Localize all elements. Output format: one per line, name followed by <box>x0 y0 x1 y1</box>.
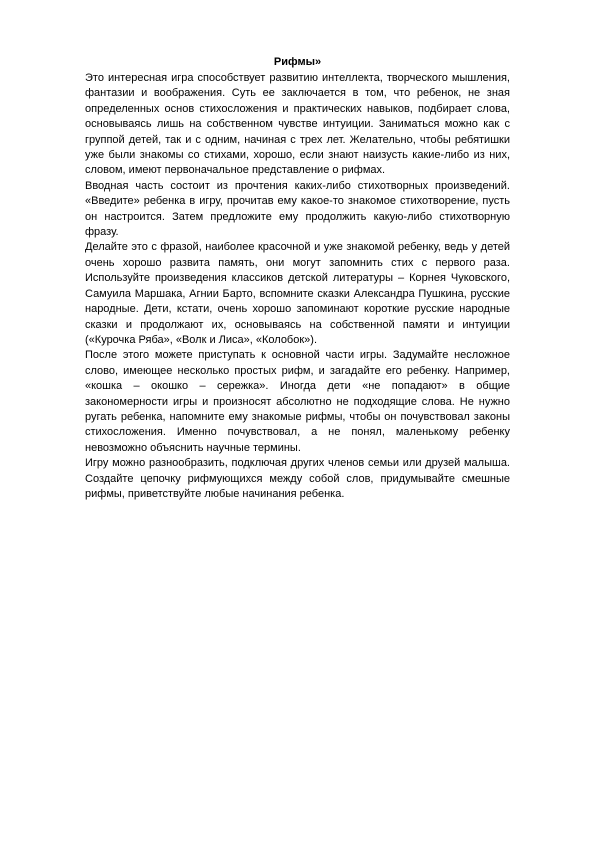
paragraph-introduction-part: Вводная часть состоит из прочтения каких-либо стихотворных произведений. «Введите» ребенка в игру, прочитав ему какое-то знакомое стихотворение, пусть он настроится. Затем предложите ему продолжить какую-либо стихотворную фразу. <box>85 179 510 239</box>
paragraph-main-part: После этого можете приступать к основной части игры. Задумайте несложное слово, имеющее несколько простых рифм, и загадайте его ребенку. Например, «кошка – окошко – сережка». Иногда дети «не попадают» в общие закономерности игры и произносят абсолютно не подходящие слова. Не нужно ругать ребенка, напомните ему знакомые рифмы, чтобы он почувствовал законы стихосложения. Именно почувствовал, а не понял, маленькому ребенку невозможно объяснить научные термины. <box>85 349 510 454</box>
paragraph-classics: Делайте это с фразой, наиболее красочной и уже знакомой ребенку, ведь у детей очень хорошо развита память, они могут запомнить стих с первого раза. Используйте произведения классиков детской литературы – Корнея Чуковского, Самуила Маршака, Агнии Барто, вспомните сказки Александра Пушкина, русские народные. Дети, кстати, очень хорошо запоминают короткие русские народные сказки и продолжают их, основываясь на собственной памяти и интуиции («Курочка Ряба», «Волк и Лиса», «Колобок»). <box>85 241 510 346</box>
paragraph-intro: Это интересная игра способствует развитию интеллекта, творческого мышления, фантазии и воображения. Суть ее заключается в том, что ребенок, не зная определенных основ стихосложения и практических навыков, подбирает слова, основываясь лишь на собственном чувстве интуиции. Заниматься можно как с группой детей, так и с одним, начиная с трех лет. Желательно, чтобы ребятишки уже были знакомы со стихами, хорошо, если знают наизусть какие-либо из них, словом, имеют первоначальное представление о рифмах. <box>85 72 510 177</box>
paragraph-variations: Игру можно разнообразить, подключая других членов семьи или друзей малыша. Создайте цепочку рифмующихся между собой слов, придумывайте смешные рифмы, приветствуйте любые начинания ребенка. <box>85 457 510 500</box>
document-page <box>85 55 510 502</box>
document-title: Рифмы» <box>273 56 322 68</box>
